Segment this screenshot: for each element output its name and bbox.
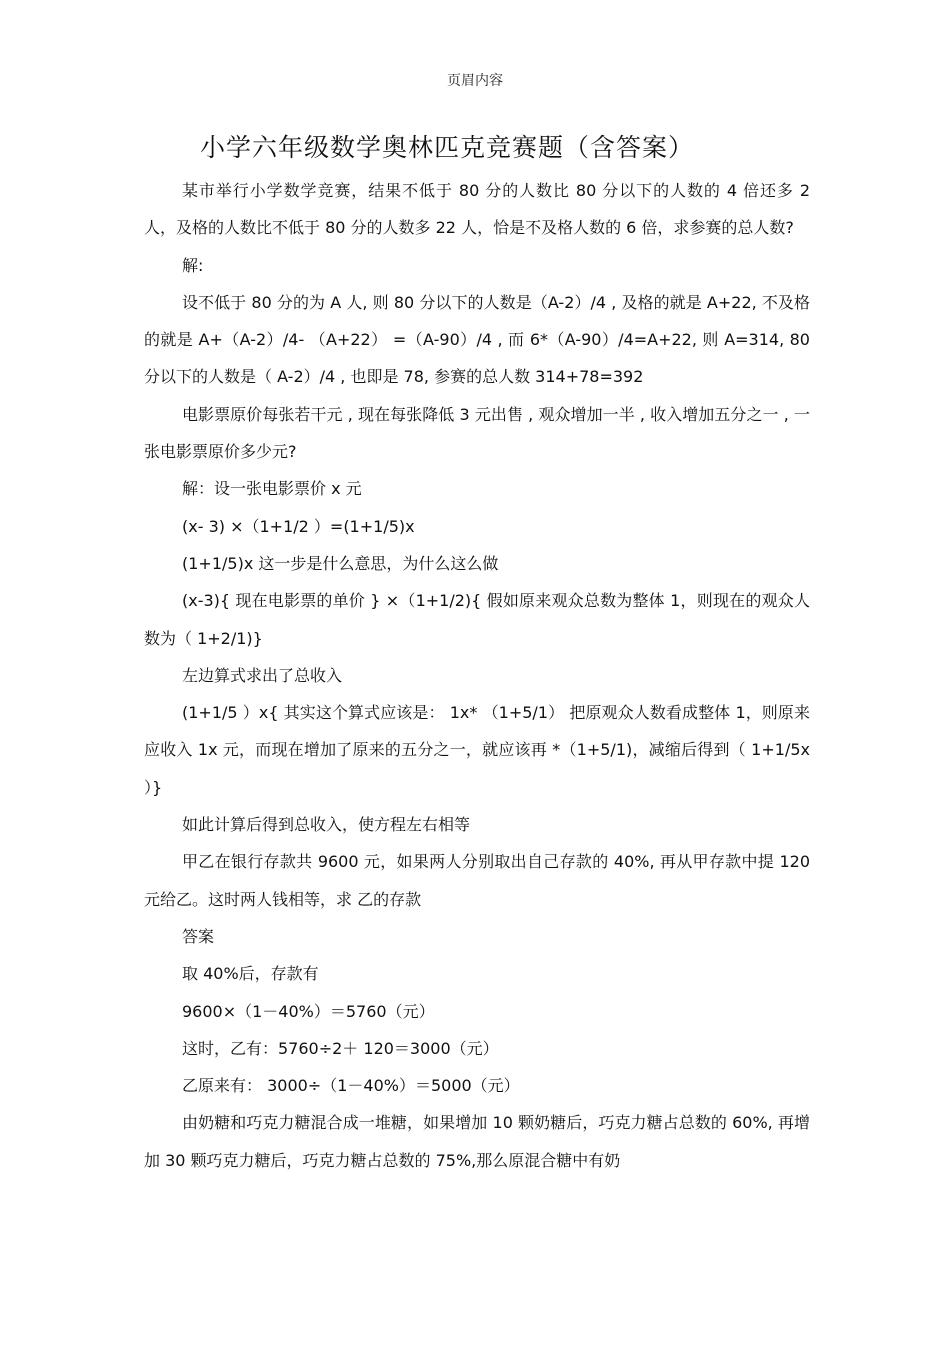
paragraph: 乙原来有： 3000÷（1－40%）＝5000（元） bbox=[182, 1076, 520, 1096]
paragraph: 左边算式求出了总收入 bbox=[182, 665, 343, 685]
paragraph: 解：设一张电影票价 x 元 bbox=[182, 479, 362, 499]
paragraph: 取 40%后，存款有 bbox=[182, 964, 319, 984]
document-body bbox=[144, 172, 810, 1179]
paragraph: 解: bbox=[182, 255, 204, 275]
paragraph: (1+1/5)x 这一步是什么意思，为什么这么做 bbox=[182, 553, 499, 573]
paragraph: 这时，乙有：5760÷2＋ 120＝3000（元） bbox=[182, 1038, 499, 1058]
paragraph: 如此计算后得到总收入，使方程左右相等 bbox=[182, 815, 471, 835]
paragraph: (x- 3) ×（1+1/2 ）=(1+1/5)x bbox=[182, 516, 415, 536]
paragraph: (x-3){ 现在电影票的单价 } ×（1+1/2){ 假如原来观众总数为整体 1，则现在的观众人数为（ 1+2/1)} bbox=[144, 591, 810, 648]
paragraph: (1+1/5 ）x{ 其实这个算式应该是： 1x* （1+5/1） 把原观众人数看成整体 1，则原来应收入 1x 元，而现在增加了原来的五分之一，就应该再 *（1+5/1)，减缩后得到（ 1+1/5x ）} bbox=[144, 703, 810, 797]
paragraph: 某市举行小学数学竞赛，结果不低于 80 分的人数比 80 分以下的人数的 4 倍还多 2 人，及格的人数比不低于 80 分的人数多 22 人，恰是不及格人数的 6 倍，求参赛的总人数? bbox=[144, 181, 810, 238]
paragraph: 答案 bbox=[182, 926, 215, 946]
page-header: 页眉内容 bbox=[447, 73, 503, 89]
paragraph: 由奶糖和巧克力糖混合成一堆糖，如果增加 10 颗奶糖后，巧克力糖占总数的 60%, 再增加 30 颗巧克力糖后，巧克力糖占总数的 75%,那么原混合糖中有奶 bbox=[144, 1113, 810, 1170]
document-title: 小学六年级数学奥林匹克竞赛题（含答案） bbox=[200, 133, 695, 162]
paragraph: 甲乙在银行存款共 9600 元，如果两人分别取出自己存款的 40%, 再从甲存款中提 120 元给乙。这时两人钱相等，求 乙的存款 bbox=[144, 852, 810, 909]
paragraph: 9600×（1－40%）＝5760（元） bbox=[182, 1001, 435, 1021]
paragraph: 电影票原价每张若干元 , 现在每张降低 3 元出售 , 观众增加一半 , 收入增加五分之一 , 一张电影票原价多少元? bbox=[144, 404, 810, 462]
paragraph: 设不低于 80 分的为 A 人, 则 80 分以下的人数是（A-2）/4 , 及格的就是 A+22, 不及格的就是 A+（A-2）/4- （A+22） =（A-90）/4 , 而 6*（A-90）/4=A+22, 则 A=314, 80 分以下的人数是（ A-2）/4 , 也即是 78, 参赛的总人数 314+78=392 bbox=[144, 292, 810, 387]
